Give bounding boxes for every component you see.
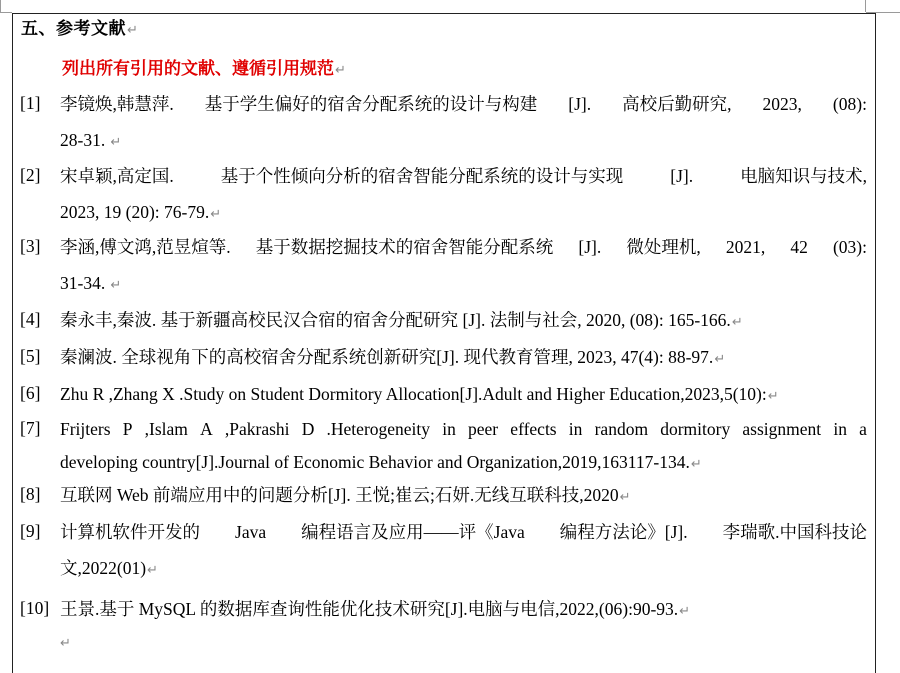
paragraph-mark: ↵	[767, 389, 779, 404]
reference-text	[60, 383, 867, 419]
reference-line: 王景.基于 MySQL 的数据库查询性能优化技术研究[J].电脑与电信,2022,(06):90-93.↵	[60, 599, 691, 619]
reference-text	[60, 309, 867, 345]
reference-line: 秦永丰,秦波. 基于新疆高校民汉合宿的宿舍分配研究 [J]. 法制与社会, 2020, (08): 165-166.↵	[60, 310, 743, 330]
reference-text	[60, 165, 867, 237]
reference-number: [7]	[20, 418, 41, 438]
crop-mark-right	[865, 0, 866, 12]
reference-text	[60, 598, 867, 634]
paragraph-mark: ↵	[714, 352, 726, 367]
reference-line: 2023, 19 (20): 76-79.↵	[60, 202, 222, 222]
paragraph-mark: ↵	[619, 490, 631, 505]
reference-line: 计算机软件开发的 Java 编程语言及应用——评《Java 编程方法论》[J]. 李瑞歌.中国科技论	[60, 522, 867, 542]
reference-text	[60, 346, 867, 382]
reference-number: [8]	[20, 484, 41, 504]
reference-number: [3]	[20, 236, 41, 256]
crop-mark-left	[0, 0, 1, 12]
reference-line: Zhu R ,Zhang X .Study on Student Dormitory Allocation[J].Adult and Higher Education,2023,5(10):↵	[60, 384, 779, 404]
reference-text	[60, 484, 867, 520]
reference-text	[60, 236, 867, 308]
reference-line: 文,2022(01)↵	[60, 558, 158, 578]
paragraph-mark: ↵	[731, 315, 743, 330]
reference-line: 李涵,傅文鸿,范昱煊等. 基于数据挖掘技术的宿舍智能分配系统 [J]. 微处理机, 2021, 42 (03):	[60, 237, 867, 257]
paragraph-mark: ↵	[147, 563, 158, 578]
reference-number: [9]	[20, 521, 41, 541]
paragraph-mark: ↵	[60, 636, 71, 651]
reference-text	[60, 418, 867, 484]
paragraph-mark: ↵	[106, 278, 122, 293]
reference-text	[60, 521, 867, 593]
reference-number: [10]	[20, 598, 50, 618]
reference-line: 31-34. ↵	[60, 273, 122, 293]
reference-line: 28-31. ↵	[60, 130, 122, 150]
reference-line: 秦澜波. 全球视角下的高校宿舍分配系统创新研究[J]. 现代教育管理, 2023, 47(4): 88-97.↵	[60, 347, 726, 367]
reference-number: [1]	[20, 93, 41, 113]
reference-line: Frijters P ,Islam A ,Pakrashi D .Heterogeneity in peer effects in random dormitory assignment in a	[60, 419, 867, 439]
paragraph-mark: ↵	[210, 207, 222, 222]
paragraph-mark: ↵	[679, 604, 691, 619]
reference-number: [2]	[20, 165, 41, 185]
reference-number: [6]	[20, 383, 41, 403]
reference-text	[60, 93, 867, 165]
citation-note[interactable]: 列出所有引用的文献、遵循引用规范↵	[62, 59, 346, 79]
crop-mark-left-h	[0, 12, 12, 13]
reference-line: 互联网 Web 前端应用中的问题分析[J]. 王悦;崔云;石妍.无线互联科技,2020↵	[60, 485, 631, 505]
reference-line: 李镜焕,韩慧萍. 基于学生偏好的宿舍分配系统的设计与构建 [J]. 高校后勤研究, 2023, (08):	[60, 94, 867, 114]
reference-number: [5]	[20, 346, 41, 366]
paragraph-mark: ↵	[106, 135, 122, 150]
paragraph-mark: ↵	[690, 457, 702, 472]
section-heading[interactable]: 五、参考文献↵	[21, 19, 139, 39]
reference-line: developing country[J].Journal of Economic Behavior and Organization,2019,163117-134.↵	[60, 452, 702, 472]
reference-line: 宋卓颖,高定国. 基于个性倾向分析的宿舍智能分配系统的设计与实现 [J]. 电脑知识与技术,	[60, 166, 867, 186]
reference-number: [4]	[20, 309, 41, 329]
